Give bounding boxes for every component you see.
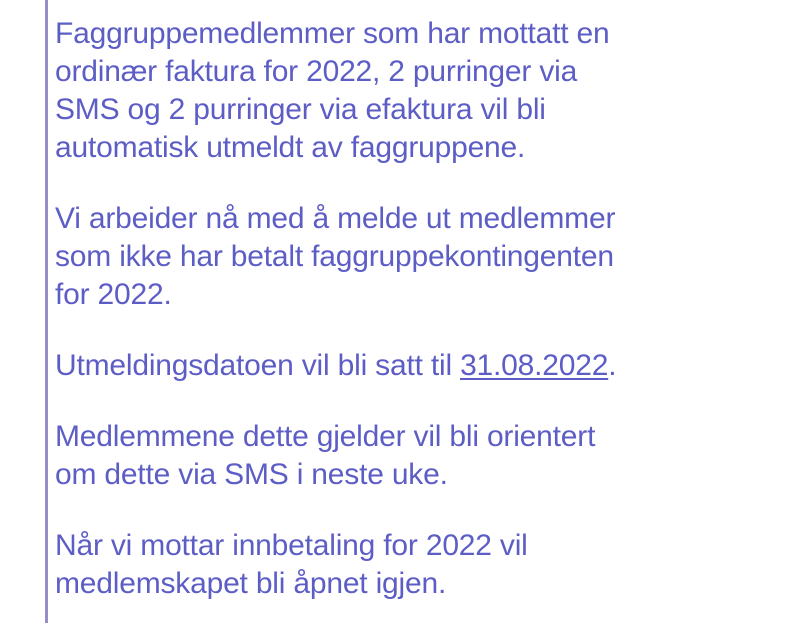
text-segment: om dette via SMS i neste uke. bbox=[55, 458, 448, 491]
text-segment: . bbox=[608, 349, 617, 382]
text-segment: Utmeldingsdatoen vil bli satt til bbox=[55, 349, 461, 382]
text-segment: automatisk utmeldt av faggruppene. bbox=[55, 131, 526, 164]
text-segment: Vi arbeider nå med å melde ut medlemmer bbox=[55, 202, 616, 235]
text-segment: medlemskapet bli åpnet igjen. bbox=[55, 567, 447, 600]
paragraph bbox=[55, 15, 770, 167]
text-segment: ordinær faktura for 2022, 2 purringer via bbox=[55, 55, 578, 88]
paragraph bbox=[55, 527, 770, 603]
paragraph bbox=[55, 200, 770, 314]
text-segment: for 2022. bbox=[55, 278, 172, 311]
text-segment: Faggruppemedlemmer som har mottatt en bbox=[55, 17, 610, 50]
date-link[interactable]: 31.08.2022 bbox=[460, 349, 609, 382]
quote-level-bar bbox=[45, 0, 48, 623]
text-segment: som ikke har betalt faggruppekontingenten bbox=[55, 240, 614, 273]
text-segment: Medlemmene dette gjelder vil bli orientert bbox=[55, 420, 596, 453]
text-segment: SMS og 2 purringer via efaktura vil bli bbox=[55, 93, 546, 126]
paragraph bbox=[55, 347, 770, 385]
quoted-text-block bbox=[55, 15, 770, 603]
text-segment: Når vi mottar innbetaling for 2022 vil bbox=[55, 529, 528, 562]
paragraph bbox=[55, 418, 770, 494]
